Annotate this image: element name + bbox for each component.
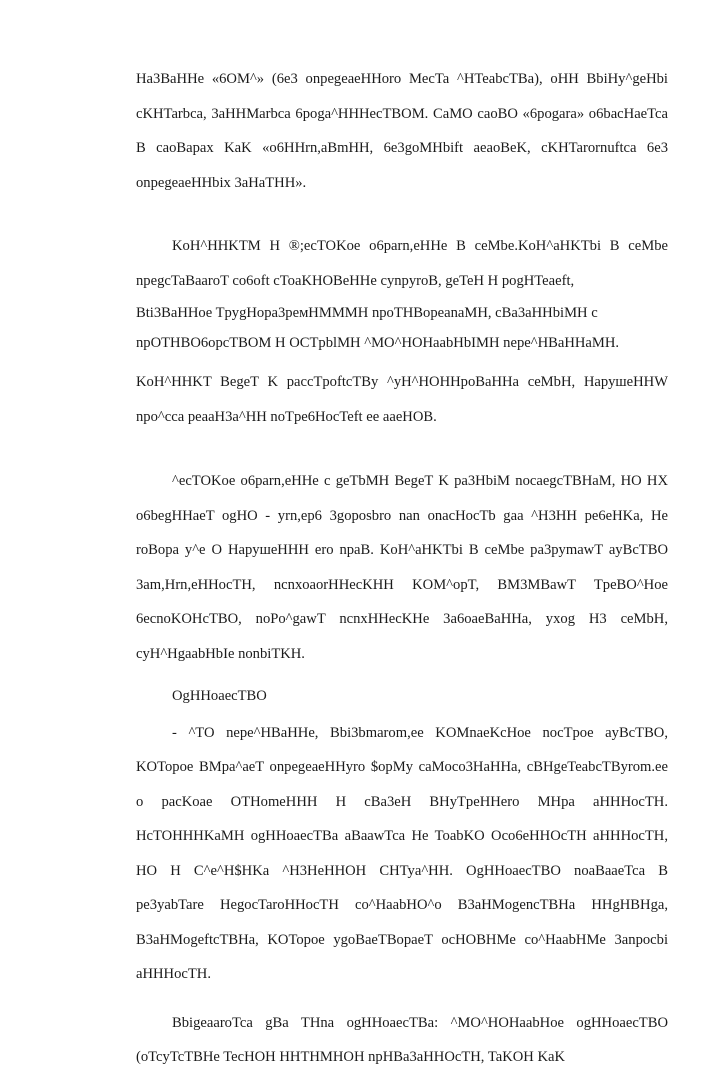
paragraph-2: KoH^HHKTM H ®;ecTOKoe o6parn,eHHe B ceMbe.KoH^aHKTbi B ceMbe npegcTaBaaroT co6oft cToaKHOBeHHe cynpyroB, geTeH H pogHTeaeft, [136,238,668,289]
paragraph-4: npOTHBO6opcTBOM H OCTpblMH ^MO^HOHaabHbIMH nepe^HBaHHaMH. [136,334,620,351]
paragraph-1: Ha3BaHHe «6OM^» (6e3 onpegeaeHHoro MecTa ^HTeabcTBa), oHH BbiHy^geHbi cKHTarbca, 3aHHMarbca 6poga^HHHecTBOM. CaMO caoBO «6pogara» o6bacHaeTca B caoBapax KaK «o6HHrn,aBmHH, 6e3goMHbift aeaoBeK, cKHTarornuftca 6e3 onpegeaeHHbix 3aHaTHH». [136,71,668,191]
paragraph-8: BbigeaaroTca gBa THna ogHHoaecTBa: ^MO^HOHaabHoe ogHHoaecTBO (oTcyTcTBHe TecHOH HHTHMHOH npHBa3aHHOcTH, TaKOH KaK [136,1014,668,1065]
paragraph-7: - ^TO nepe^HBaHHe, Bbi3bmarom,ee KOMnaeKcHoe nocTpoe ayBcTBO, KOTopoe BMpa^aeT onpegeaeHHyro $opMy caMoco3HaHHa, cBHgeTeabcTByrom.ee o pacKoae OTHomeHHH H cBa3eH BHyTpeHHero MHpa aHHHocTH. HcTOHHHKaMH ogHHoaecTBa aBaawTca He ToabKO Oco6eHHOcTH aHHHocTH, HO H C^e^H$HKa ^H3HeHHOH CHTya^HH. OgHHoaecTBO noaBaaeTca B pe3yabTare HegocTaroHHocTH co^HaabHO^o B3aHMogencTBHa HHgHBHga, B3aHMogeftcTBHa, KOTopoe ygoBaeTBopaeT ocHOBHMe co^HaabHMe 3anpocbi aHHHocTH. [136,724,668,982]
paragraph-6: ^ecTOKoe o6parn,eHHe c geTbMH BegeT K pa3HbiM nocaegcTBHaM, HO HX o6begHHaeT ogHO - yrn,ep6 3goposbro nan onacHocTb gaa ^H3HH pe6eHKa, He roBopa y^e O HapyшeHHH ero npaB. KoH^aHKTbi B ceMbe pa3pymawT ayBcTBO 3am,Hrn,eHHocTH, ncnxoaorHHecKHH KOM^opT, BM3MBawT TpeBO^Hoe 6ecnoKOHcTBO, noPo^gawT ncnxHHecKHe 3a6oaeBaHHa, yxog H3 ceMbH, cyH^HgaabHbIe nonbiTKH. [136,473,668,662]
document-page [136,62,668,1075]
paragraph-5: KoH^HHKT BegeT K paccTpoftcTBy ^yH^HOHHpoBaHHa ceMbH, HapyшeHHW npo^cca peaaH3a^HH noTpe6HocTeft ee aaeHOB. [136,374,668,425]
section-heading: OgHHoaecTBO [172,688,267,704]
paragraph-3: Bti3BaHHoe TpygHopa3peмHMMMH npoTHBopeanaMH, cBa3aHHbiMH c [136,305,598,321]
